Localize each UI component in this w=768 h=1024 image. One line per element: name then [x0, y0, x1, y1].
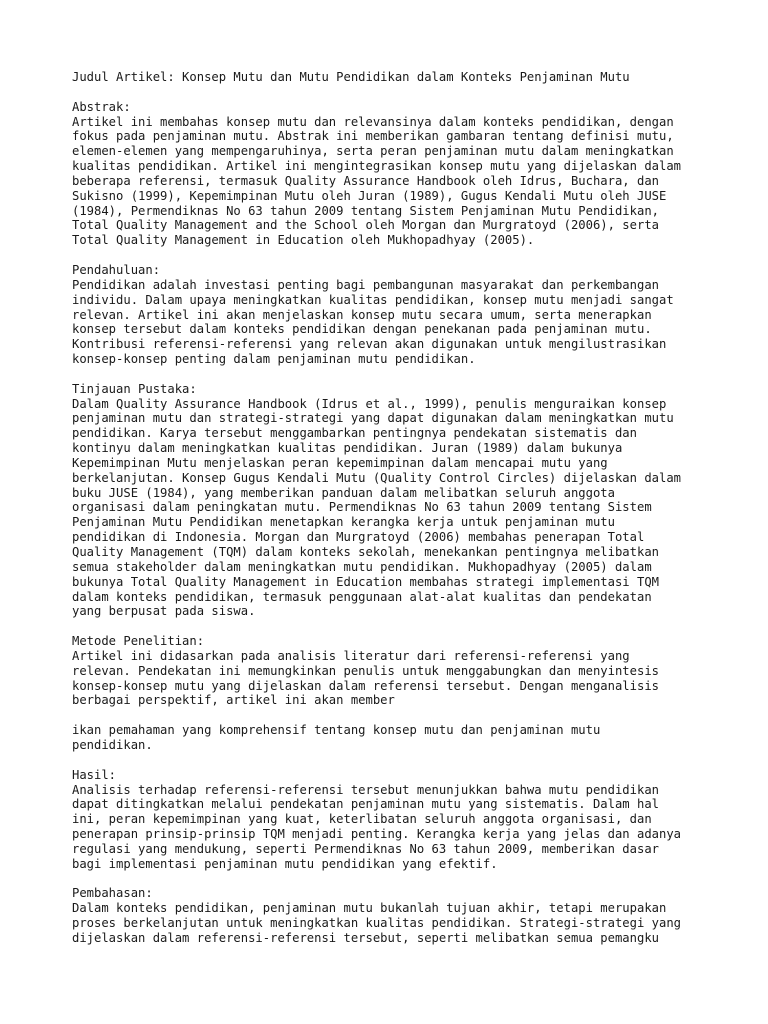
section-heading: Pembahasan:	[72, 886, 153, 901]
paragraph-line: proses berkelanjutan untuk meningkatkan kualitas pendidikan. Strategi-strategi yang	[72, 916, 682, 931]
section-1	[72, 263, 712, 367]
paragraph-line: Total Quality Management and the School oleh Morgan dan Murgratoyd (2006), serta	[72, 218, 659, 233]
paragraph-line: Penjaminan Mutu Pendidikan menetapkan kerangka kerja untuk penjaminan mutu	[72, 515, 615, 530]
paragraph-line: relevan. Artikel ini akan menjelaskan konsep mutu secara umum, serta menerapkan	[72, 307, 652, 322]
section-2	[72, 382, 712, 620]
paragraph-line: elemen-elemen yang mempengaruhinya, serta peran penjaminan mutu dalam meningkatkan	[72, 144, 674, 159]
paragraph-line: Dalam Quality Assurance Handbook (Idrus et al., 1999), penulis menguraikan konsep	[72, 396, 667, 411]
section-6	[72, 886, 712, 945]
paragraph-line: pendidikan.	[72, 737, 153, 752]
section-heading: Abstrak:	[72, 99, 131, 114]
document-page	[72, 70, 712, 946]
paragraph-line: ikan pemahaman yang komprehensif tentang konsep mutu dan penjaminan mutu	[72, 723, 601, 738]
blank-line	[72, 367, 712, 382]
paragraph-line: Analisis terhadap referensi-referensi tersebut menunjukkan bahwa mutu pendidikan	[72, 782, 659, 797]
section-heading: Tinjauan Pustaka:	[72, 381, 197, 396]
paragraph-line: penjaminan mutu dan strategi-strategi yang dapat digunakan dalam meningkatkan mutu	[72, 411, 674, 426]
paragraph-line: kualitas pendidikan. Artikel ini mengintegrasikan konsep mutu yang dijelaskan dalam	[72, 159, 682, 174]
paragraph-line: organisasi dalam peningkatan mutu. Permendiknas No 63 tahun 2009 tentang Sistem	[72, 500, 652, 515]
paragraph-line: Total Quality Management in Education oleh Mukhopadhyay (2005).	[72, 233, 535, 248]
paragraph-line: penerapan prinsip-prinsip TQM menjadi penting. Kerangka kerja yang jelas dan adanya	[72, 827, 682, 842]
paragraph-line: Kontribusi referensi-referensi yang relevan akan digunakan untuk mengilustrasikan	[72, 337, 667, 352]
section-5	[72, 768, 712, 872]
paragraph-line: dapat ditingkatkan melalui pendekatan penjaminan mutu yang sistematis. Dalam hal	[72, 797, 659, 812]
blank-line	[72, 708, 712, 723]
blank-line	[72, 753, 712, 768]
paragraph-line: relevan. Pendekatan ini memungkinkan penulis untuk menggabungkan dan menyintesis	[72, 663, 659, 678]
paragraph-line: Artikel ini membahas konsep mutu dan relevansinya dalam konteks pendidikan, dengan	[72, 114, 674, 129]
paragraph-line: Quality Management (TQM) dalam konteks sekolah, menekankan pentingnya melibatkan	[72, 545, 659, 559]
paragraph-line: yang berpusat pada siswa.	[72, 604, 256, 619]
paragraph-line: Artikel ini didasarkan pada analisis literatur dari referensi-referensi yang	[72, 648, 630, 663]
paragraph-line: kontinyu dalam meningkatkan kualitas pendidikan. Juran (1989) dalam bukunya	[72, 441, 623, 456]
document-body	[72, 100, 712, 946]
paragraph-line: beberapa referensi, termasuk Quality Assurance Handbook oleh Idrus, Buchara, dan	[72, 173, 659, 188]
paragraph-line: buku JUSE (1984), yang memberikan panduan dalam melibatkan seluruh anggota	[72, 485, 615, 500]
blank-line	[72, 85, 712, 100]
section-heading: Hasil:	[72, 767, 117, 782]
article-title: Judul Artikel: Konsep Mutu dan Mutu Pendidikan dalam Konteks Penjaminan Mutu	[72, 70, 630, 84]
paragraph-line: dijelaskan dalam referensi-referensi tersebut, seperti melibatkan semua pemangku	[72, 930, 659, 945]
section-3	[72, 634, 712, 708]
blank-line	[72, 872, 712, 887]
paragraph-line: ini, peran kepemimpinan yang kuat, keterlibatan seluruh anggota organisasi, dan	[72, 812, 652, 827]
paragraph-line: berbagai perspektif, artikel ini akan member	[72, 693, 395, 708]
paragraph-line: bukunya Total Quality Management in Education membahas strategi implementasi TQM	[72, 574, 659, 589]
paragraph-line: pendidikan. Karya tersebut menggambarkan pentingnya pendekatan sistematis dan	[72, 426, 637, 441]
paragraph-line: regulasi yang mendukung, seperti Permendiknas No 63 tahun 2009, memberikan dasar	[72, 841, 659, 856]
paragraph-line: Sukisno (1999), Kepemimpinan Mutu oleh Juran (1989), Gugus Kendali Mutu oleh JUSE	[72, 188, 667, 203]
section-0	[72, 100, 712, 248]
paragraph-line: (1984), Permendiknas No 63 tahun 2009 tentang Sistem Penjaminan Mutu Pendidikan,	[72, 203, 659, 218]
paragraph-line: Kepemimpinan Mutu menjelaskan peran kepemimpinan dalam mencapai mutu yang	[72, 455, 608, 470]
section-heading: Metode Penelitian:	[72, 634, 205, 649]
section-4	[72, 723, 712, 753]
paragraph-line: fokus pada penjaminan mutu. Abstrak ini memberikan gambaran tentang definisi mutu,	[72, 129, 674, 144]
blank-line	[72, 619, 712, 634]
paragraph-line: semua stakeholder dalam meningkatkan mutu pendidikan. Mukhopadhyay (2005) dalam	[72, 559, 652, 574]
paragraph-line: pendidikan di Indonesia. Morgan dan Murgratoyd (2006) membahas penerapan Total	[72, 530, 645, 545]
paragraph-line: Pendidikan adalah investasi penting bagi pembangunan masyarakat dan perkembangan	[72, 277, 659, 292]
blank-line	[72, 248, 712, 263]
paragraph-line: bagi implementasi penjaminan mutu pendidikan yang efektif.	[72, 856, 498, 871]
paragraph-line: individu. Dalam upaya meningkatkan kualitas pendidikan, konsep mutu menjadi sangat	[72, 292, 674, 307]
paragraph-line: berkelanjutan. Konsep Gugus Kendali Mutu (Quality Control Circles) dijelaskan dalam	[72, 470, 682, 485]
paragraph-line: konsep tersebut dalam konteks pendidikan dengan penekanan pada penjaminan mutu.	[72, 322, 652, 337]
paragraph-line: konsep-konsep penting dalam penjaminan mutu pendidikan.	[72, 352, 476, 367]
section-heading: Pendahuluan:	[72, 262, 161, 277]
paragraph-line: dalam konteks pendidikan, termasuk penggunaan alat-alat kualitas dan pendekatan	[72, 589, 652, 604]
paragraph-line: konsep-konsep mutu yang dijelaskan dalam referensi tersebut. Dengan menganalisis	[72, 678, 659, 693]
paragraph-line: Dalam konteks pendidikan, penjaminan mutu bukanlah tujuan akhir, tetapi merupakan	[72, 901, 667, 916]
